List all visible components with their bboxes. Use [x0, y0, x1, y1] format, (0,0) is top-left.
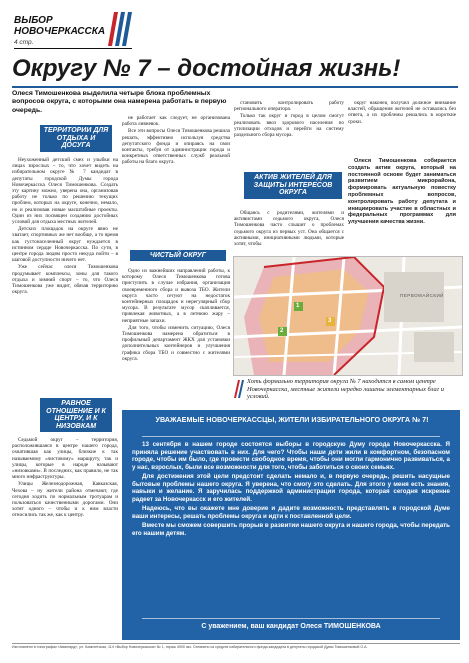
appeal-paragraph: Для достижения этой цели предстоит сделать немало и, в первую очередь, решить насущные бытовые проблемы нашего округа. Я уверена, что смогу это сделать. Для этого у меня есть знания, навыки и желание. Я заручилась поддержкой администрации города, которая сегодня искренне радеет за Новочеркасск и его жителей.: [132, 473, 450, 503]
footer-rule: [12, 643, 460, 644]
footer-imprint: Изготовлено в типографии «Авангард», ул. Комитетская, 114 «Выбор Новочеркасска» № 1, тираж 4900 экз. Оплачено из средств избирательного фонда кандидата в депутаты городской Думы Тимошенковой О.А.: [12, 645, 368, 649]
masthead-stripes-logo: [104, 12, 132, 46]
column-3-bottom: [234, 210, 344, 248]
column-4-bottom: [348, 158, 456, 227]
column-2-bottom: [122, 268, 230, 363]
paragraph: Все эти вопросы Олеся Тимошенкова решила решать, эффективно используя средства депутатского фонда и опираясь на свои контакты, требуя от администрации города и конкретных ответственных служб реальной работы на благо округа.: [122, 128, 230, 166]
column-2-top: [122, 115, 230, 167]
map-caption-box: [233, 378, 461, 402]
masthead-line1: ВЫБОР: [14, 15, 53, 26]
appeal-paragraph: Надеюсь, что вы окажете мне доверие и дадите возможность представлять в городской Думе ваши интересы, решать проблемы округа и идти к поставленной цели.: [132, 505, 450, 520]
column-4-top: [348, 100, 456, 126]
headline-underline: [12, 86, 458, 88]
map-marker-3: 3: [328, 318, 332, 324]
page-number: 4 стр.: [14, 39, 34, 46]
appeal-paragraph: Вместе мы сможем совершить прорыв в развитии нашего округа и нашего города, чтобы передать его нашим детям.: [132, 522, 450, 537]
map-caption: Хоть формально территория округа № 7 находится в самом центре Новочеркасска, местные жители нередко лишены элементарных благ и условий.: [247, 378, 444, 401]
paragraph: Общаясь с родителями, жителями и активистами седьмого округа, Олеся Тимошенкова часто слышит о проблемах седьмого округа из первых уст. Она общается с активными, инициативными людьми, которые хотят, чтобы: [234, 210, 344, 248]
section-heading-clean: ЧИСТЫЙ ОКРУГ: [130, 250, 226, 261]
lead-paragraph: Олеся Тимошенкова выделила четыре блока проблемных вопросов округа, с которыми она намерена работать в первую очередь.: [12, 90, 227, 114]
paragraph: Седьмой округ – территория, расположившаяся в центре нашего города, охватившая как улицы, близкие к так называемому «чистовому» маршруту, так и улицы, которые в народе называют «низовками». В последних, как правило, не так много инфраструктуры.: [12, 437, 118, 481]
masthead-line2: НОВОЧЕРКАССКА: [14, 26, 106, 37]
masthead-rule: [14, 48, 132, 49]
paragraph: становить контролировать работу регионального оператора.: [234, 100, 344, 113]
map-marker-2: 2: [280, 328, 284, 334]
map-graphic: [234, 257, 462, 375]
appeal-signature-rule: [142, 618, 440, 619]
paragraph: Одно из важнейших направлений работы, к которому Олеся Тимошенкова готова приступить в случае избрания, организация своевременного сбора и вывоза ТБО. Жители округа часто сетуют на недостаток контейнерных площадок и нерегулярный сбор мусора. В результате мусор скапливается, привлекая животных, а в летнюю жару – неприятные запахи.: [122, 268, 230, 324]
section-heading-equal: РАВНОЕ ОТНОШЕНИЕ И К ЦЕНТРУ, И К НИЗОВКАМ: [40, 398, 112, 432]
column-1-top: [12, 157, 118, 296]
map-marker-1: 1: [296, 303, 300, 309]
paragraph: округ наконец получил должное внимание властей, обращения жителей не оставались без ответа, а их проблемы решались в короткие сроки.: [348, 100, 456, 125]
section-heading-active: АКТИВ ЖИТЕЛЕЙ ДЛЯ ЗАЩИТЫ ИНТЕРЕСОВ ОКРУГА: [244, 172, 342, 199]
paragraph: Детских площадок на округе явно не хватает, спортивных же нет вообще, а то время как густонаселенный округ нуждается в истинном сердце Новочеркасска. По сути, в центре города людям просто некуда пойти – в шаговой доступности ничего нет.: [12, 226, 118, 264]
appeal-title-rule: [142, 436, 440, 437]
appeal-title: УВАЖАЕМЫЕ НОВОЧЕРКАССЦЫ, ЖИТЕЛИ ИЗБИРАТЕЛЬНОГО ОКРУГА № 7!: [155, 415, 429, 424]
paragraph: Неухоженный детский смех и улыбки на лицах взрослых – то, что хочет видеть на избирательном округе № 7 кандидат в депутаты городской Думы города Новочеркасска Олеся Тимошенкова. Создать эту картину можно, уверена она, организовав работу не только по решению текущих проблем, которых на округе, конечно, немало, но и реализовав новые масштабные проекты. Один из них посвящен созданию достойных условий для отдыха местных жителей.: [12, 157, 118, 226]
paragraph: Для того, чтобы изменить ситуацию, Олеся Тимошенкова намерена обратиться в профильный департамент ЖКХ для установки дополнительных контейнеров и улучшения графика сбора ТБО и совместно с жителями округа.: [122, 324, 230, 362]
appeal-paragraph: 13 сентября в нашем городе состоятся выборы в городскую Думу города Новочеркасска. Я приняла решение участвовать в них. Для чего? Чтобы наши дети жили в комфортном, безопасном городе, чтобы им было, где провести свободное время, чтобы они могли гармонично развиваться, а у нас, взрослых, были все возможности для того, чтобы заботиться о своих семьях.: [132, 441, 450, 471]
paragraph: Улицы Железнодорожная, Кавказская, Чехова – ну жители района отмечают, где сегодня ходить по нормальным тротуарам и пользоваться качественными дорогами. Они хотят одного – чтобы и к ним власти относились так же, как к центру.: [12, 481, 118, 519]
paragraph: не работает как следует, не организована работа ливневок.: [122, 115, 230, 128]
paragraph: Олеся Тимошенкова собирается создать актив округа, который на постоянной основе будет заниматься развитием микрорайона, формировать актуальную повестку проблемных вопросов, контролировать работу депутата и инициировать участие в областных и федеральных программах для улучшения качества жизни.: [348, 158, 456, 226]
appeal-body: [132, 441, 450, 539]
section-heading-leisure: ТЕРРИТОРИИ ДЛЯ ОТДЫХА И ДОСУГА: [40, 125, 112, 152]
headline: Округу № 7 – достойная жизнь!: [12, 55, 401, 82]
appeal-signature: С уважением, ваш кандидат Олеся ТИМОШЕНКОВА: [201, 623, 381, 630]
caption-stripes-icon: [233, 380, 245, 398]
column-3-top: [234, 100, 344, 139]
district-map: [233, 256, 463, 376]
column-1-bottom: [12, 437, 118, 520]
paragraph: Только так округ и город в целом смогут реализовать ввоз здорового населения по утилизации отходов и перейти на систему раздельного сбора мусора.: [234, 113, 344, 139]
map-label: ПЕРВОМАЙСКИЙ: [400, 293, 444, 298]
paragraph: Уже сейчас олеся Тимошенкова продумывает комплексы, зоны для такого отдыха и зимний спорт – то, что Олеся Тимошенкова уже видит, обязав территорию округа.: [12, 264, 118, 296]
appeal-box: [122, 410, 460, 640]
